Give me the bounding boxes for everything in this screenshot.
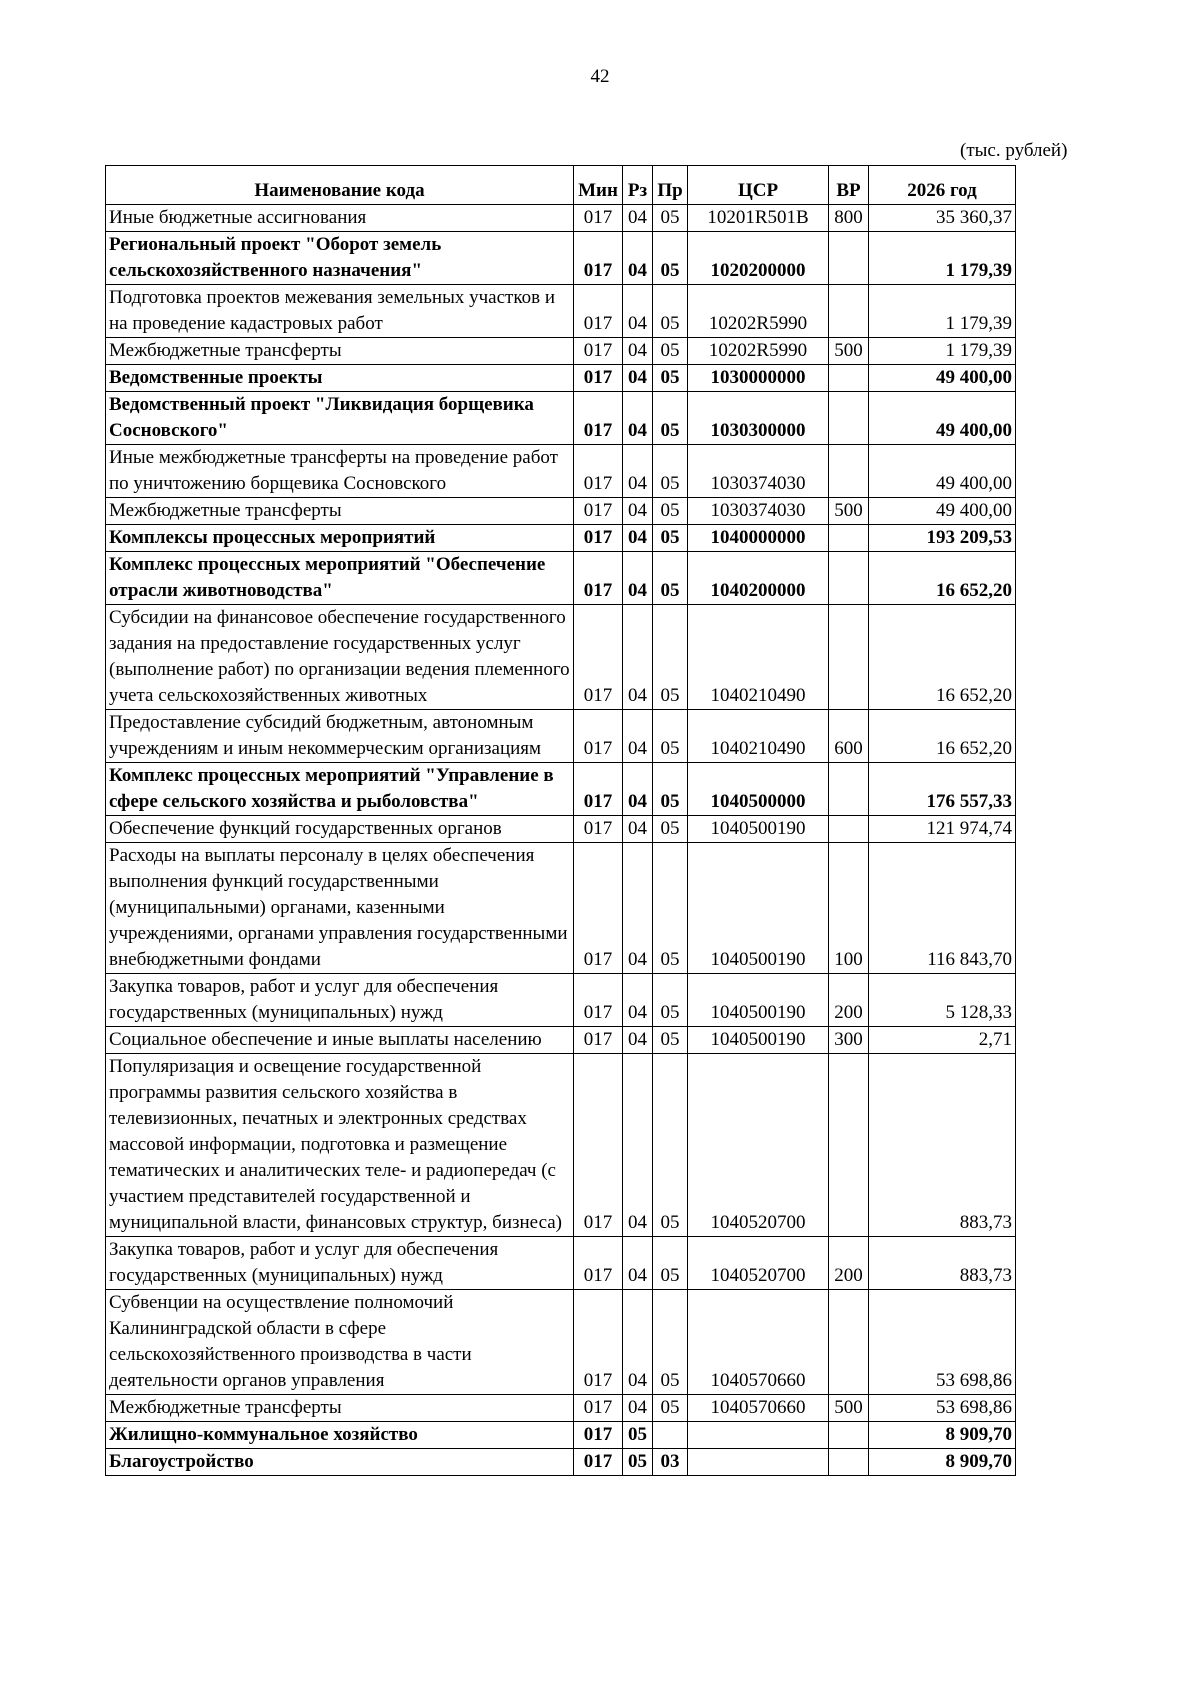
cell-vr [829, 816, 869, 843]
cell-csr: 1030374030 [688, 445, 829, 498]
cell-vr [829, 552, 869, 605]
cell-min: 017 [574, 1422, 623, 1449]
page-number: 42 [590, 66, 610, 87]
cell-csr: 1030374030 [688, 498, 829, 525]
cell-amount: 1 179,39 [869, 285, 1016, 338]
cell-amount: 53 698,86 [869, 1290, 1016, 1395]
cell-rz: 04 [623, 445, 653, 498]
header-row [106, 166, 1016, 205]
cell-pr: 05 [653, 816, 688, 843]
cell-pr: 05 [653, 1054, 688, 1237]
cell-min: 017 [574, 552, 623, 605]
cell-rz: 05 [623, 1422, 653, 1449]
cell-pr: 05 [653, 365, 688, 392]
cell-name: Комплекс процессных мероприятий "Управление в сфере сельского хозяйства и рыболовства" [106, 763, 574, 816]
cell-pr: 05 [653, 392, 688, 445]
cell-rz: 04 [623, 205, 653, 232]
cell-csr: 1040000000 [688, 525, 829, 552]
cell-vr [829, 1054, 869, 1237]
cell-amount: 1 179,39 [869, 338, 1016, 365]
cell-rz: 04 [623, 392, 653, 445]
cell-amount: 8 909,70 [869, 1449, 1016, 1476]
cell-amount: 1 179,39 [869, 232, 1016, 285]
cell-rz: 04 [623, 232, 653, 285]
cell-csr: 1040570660 [688, 1395, 829, 1422]
cell-csr: 1040500000 [688, 763, 829, 816]
cell-vr: 500 [829, 498, 869, 525]
cell-csr: 1040210490 [688, 710, 829, 763]
budget-table [105, 165, 1016, 1476]
table-row [106, 552, 1016, 605]
cell-name: Комплекс процессных мероприятий "Обеспечение отрасли животноводства" [106, 552, 574, 605]
cell-csr [688, 1449, 829, 1476]
cell-pr: 05 [653, 205, 688, 232]
table-row [106, 365, 1016, 392]
cell-pr: 05 [653, 605, 688, 710]
cell-min: 017 [574, 843, 623, 974]
table-row [106, 285, 1016, 338]
cell-csr: 1020200000 [688, 232, 829, 285]
cell-rz: 04 [623, 1395, 653, 1422]
cell-name: Региональный проект "Оборот земель сельскохозяйственного назначения" [106, 232, 574, 285]
cell-rz: 04 [623, 552, 653, 605]
table-row [106, 445, 1016, 498]
cell-vr [829, 1290, 869, 1395]
cell-csr: 1040570660 [688, 1290, 829, 1395]
cell-name: Межбюджетные трансферты [106, 498, 574, 525]
cell-rz: 04 [623, 763, 653, 816]
cell-pr: 05 [653, 552, 688, 605]
cell-pr: 03 [653, 1449, 688, 1476]
cell-csr: 1040500190 [688, 843, 829, 974]
cell-min: 017 [574, 525, 623, 552]
cell-min: 017 [574, 445, 623, 498]
cell-csr: 1040520700 [688, 1237, 829, 1290]
cell-pr: 05 [653, 1237, 688, 1290]
cell-pr: 05 [653, 445, 688, 498]
cell-rz: 04 [623, 1054, 653, 1237]
cell-rz: 04 [623, 843, 653, 974]
cell-name: Подготовка проектов межевания земельных участков и на проведение кадастровых работ [106, 285, 574, 338]
cell-pr: 05 [653, 338, 688, 365]
table-row [106, 1290, 1016, 1395]
cell-name: Иные бюджетные ассигнования [106, 205, 574, 232]
cell-amount: 176 557,33 [869, 763, 1016, 816]
cell-name: Социальное обеспечение и иные выплаты населению [106, 1027, 574, 1054]
cell-amount: 16 652,20 [869, 605, 1016, 710]
cell-rz: 04 [623, 605, 653, 710]
cell-rz: 04 [623, 1027, 653, 1054]
cell-name: Жилищно-коммунальное хозяйство [106, 1422, 574, 1449]
cell-rz: 04 [623, 974, 653, 1027]
cell-min: 017 [574, 1027, 623, 1054]
cell-csr [688, 1422, 829, 1449]
cell-csr: 10202R5990 [688, 338, 829, 365]
cell-name: Предоставление субсидий бюджетным, автономным учреждениям и иным некоммерческим организациям [106, 710, 574, 763]
cell-name: Популяризация и освещение государственной программы развития сельского хозяйства в телевизионных, печатных и электронных средствах массовой информации, подготовка и размещение тематических и аналитических теле- и радиопередач (с участием представителей государственной и муниципальной власти, финансовых структур, бизнеса) [106, 1054, 574, 1237]
cell-pr [653, 1422, 688, 1449]
cell-vr: 200 [829, 1237, 869, 1290]
cell-pr: 05 [653, 232, 688, 285]
cell-vr: 800 [829, 205, 869, 232]
cell-vr: 500 [829, 338, 869, 365]
cell-csr: 10201R501B [688, 205, 829, 232]
table-row [106, 205, 1016, 232]
cell-rz: 04 [623, 498, 653, 525]
cell-rz: 05 [623, 1449, 653, 1476]
header-name: Наименование кода [106, 166, 574, 205]
cell-amount: 53 698,86 [869, 1395, 1016, 1422]
cell-amount: 49 400,00 [869, 498, 1016, 525]
cell-name: Обеспечение функций государственных органов [106, 816, 574, 843]
cell-rz: 04 [623, 338, 653, 365]
cell-name: Межбюджетные трансферты [106, 1395, 574, 1422]
cell-csr: 1030000000 [688, 365, 829, 392]
table-row [106, 338, 1016, 365]
cell-vr [829, 763, 869, 816]
cell-amount: 883,73 [869, 1054, 1016, 1237]
cell-name: Расходы на выплаты персоналу в целях обеспечения выполнения функций государственными (муниципальными) органами, казенными учреждениями, органами управления государственными внебюджетными фондами [106, 843, 574, 974]
cell-pr: 05 [653, 1290, 688, 1395]
cell-pr: 05 [653, 285, 688, 338]
cell-rz: 04 [623, 365, 653, 392]
header-vr: ВР [829, 166, 869, 205]
table-header [106, 166, 1016, 205]
cell-amount: 5 128,33 [869, 974, 1016, 1027]
table-row [106, 816, 1016, 843]
cell-name: Субсидии на финансовое обеспечение государственного задания на предоставление государственных услуг (выполнение работ) по организации ведения племенного учета сельскохозяйственных животных [106, 605, 574, 710]
cell-min: 017 [574, 365, 623, 392]
cell-csr: 10202R5990 [688, 285, 829, 338]
cell-pr: 05 [653, 498, 688, 525]
cell-min: 017 [574, 338, 623, 365]
cell-vr [829, 1449, 869, 1476]
cell-vr [829, 392, 869, 445]
table-row [106, 763, 1016, 816]
cell-min: 017 [574, 285, 623, 338]
table-row [106, 843, 1016, 974]
cell-min: 017 [574, 1290, 623, 1395]
cell-rz: 04 [623, 285, 653, 338]
cell-amount: 16 652,20 [869, 710, 1016, 763]
cell-min: 017 [574, 710, 623, 763]
cell-pr: 05 [653, 525, 688, 552]
cell-csr: 1030300000 [688, 392, 829, 445]
cell-vr [829, 605, 869, 710]
cell-rz: 04 [623, 1237, 653, 1290]
cell-pr: 05 [653, 1027, 688, 1054]
cell-amount: 16 652,20 [869, 552, 1016, 605]
cell-vr [829, 285, 869, 338]
cell-min: 017 [574, 1395, 623, 1422]
cell-min: 017 [574, 232, 623, 285]
cell-name: Межбюджетные трансферты [106, 338, 574, 365]
cell-vr [829, 1422, 869, 1449]
cell-amount: 2,71 [869, 1027, 1016, 1054]
units-label: (тыс. рублей) [960, 140, 1068, 161]
table-body [106, 205, 1016, 1476]
table-row [106, 1422, 1016, 1449]
cell-vr [829, 525, 869, 552]
cell-min: 017 [574, 605, 623, 710]
cell-amount: 49 400,00 [869, 392, 1016, 445]
cell-pr: 05 [653, 974, 688, 1027]
cell-csr: 1040500190 [688, 816, 829, 843]
cell-pr: 05 [653, 763, 688, 816]
cell-name: Благоустройство [106, 1449, 574, 1476]
cell-min: 017 [574, 763, 623, 816]
cell-csr: 1040200000 [688, 552, 829, 605]
header-year: 2026 год [869, 166, 1016, 205]
table-row [106, 392, 1016, 445]
cell-rz: 04 [623, 710, 653, 763]
cell-min: 017 [574, 205, 623, 232]
cell-amount: 116 843,70 [869, 843, 1016, 974]
cell-vr: 100 [829, 843, 869, 974]
table-row [106, 498, 1016, 525]
cell-rz: 04 [623, 525, 653, 552]
table-row [106, 605, 1016, 710]
cell-csr: 1040210490 [688, 605, 829, 710]
table-row [106, 232, 1016, 285]
cell-min: 017 [574, 974, 623, 1027]
header-pr: Пр [653, 166, 688, 205]
table-row [106, 1237, 1016, 1290]
table-row [106, 1054, 1016, 1237]
cell-rz: 04 [623, 1290, 653, 1395]
cell-vr: 500 [829, 1395, 869, 1422]
cell-name: Комплексы процессных мероприятий [106, 525, 574, 552]
table-row [106, 525, 1016, 552]
cell-name: Ведомственные проекты [106, 365, 574, 392]
cell-min: 017 [574, 816, 623, 843]
cell-min: 017 [574, 1054, 623, 1237]
cell-vr: 300 [829, 1027, 869, 1054]
cell-name: Закупка товаров, работ и услуг для обеспечения государственных (муниципальных) нужд [106, 974, 574, 1027]
cell-name: Закупка товаров, работ и услуг для обеспечения государственных (муниципальных) нужд [106, 1237, 574, 1290]
table-row [106, 1027, 1016, 1054]
cell-min: 017 [574, 498, 623, 525]
cell-amount: 8 909,70 [869, 1422, 1016, 1449]
cell-csr: 1040500190 [688, 974, 829, 1027]
cell-vr [829, 365, 869, 392]
cell-csr: 1040520700 [688, 1054, 829, 1237]
cell-csr: 1040500190 [688, 1027, 829, 1054]
cell-amount: 35 360,37 [869, 205, 1016, 232]
cell-name: Ведомственный проект "Ликвидация борщевика Сосновского" [106, 392, 574, 445]
cell-min: 017 [574, 392, 623, 445]
cell-amount: 193 209,53 [869, 525, 1016, 552]
cell-amount: 121 974,74 [869, 816, 1016, 843]
cell-pr: 05 [653, 1395, 688, 1422]
table-row [106, 1395, 1016, 1422]
cell-name: Субвенции на осуществление полномочий Калининградской области в сфере сельскохозяйственного производства в части деятельности органов управления [106, 1290, 574, 1395]
cell-amount: 883,73 [869, 1237, 1016, 1290]
header-min: Мин [574, 166, 623, 205]
table-row [106, 710, 1016, 763]
header-csr: ЦСР [688, 166, 829, 205]
cell-rz: 04 [623, 816, 653, 843]
cell-amount: 49 400,00 [869, 365, 1016, 392]
header-rz: Рз [623, 166, 653, 205]
table-row [106, 974, 1016, 1027]
cell-vr: 600 [829, 710, 869, 763]
cell-pr: 05 [653, 843, 688, 974]
cell-min: 017 [574, 1449, 623, 1476]
cell-min: 017 [574, 1237, 623, 1290]
cell-vr [829, 445, 869, 498]
cell-vr: 200 [829, 974, 869, 1027]
cell-vr [829, 232, 869, 285]
cell-pr: 05 [653, 710, 688, 763]
cell-name: Иные межбюджетные трансферты на проведение работ по уничтожению борщевика Сосновского [106, 445, 574, 498]
table-row [106, 1449, 1016, 1476]
cell-amount: 49 400,00 [869, 445, 1016, 498]
